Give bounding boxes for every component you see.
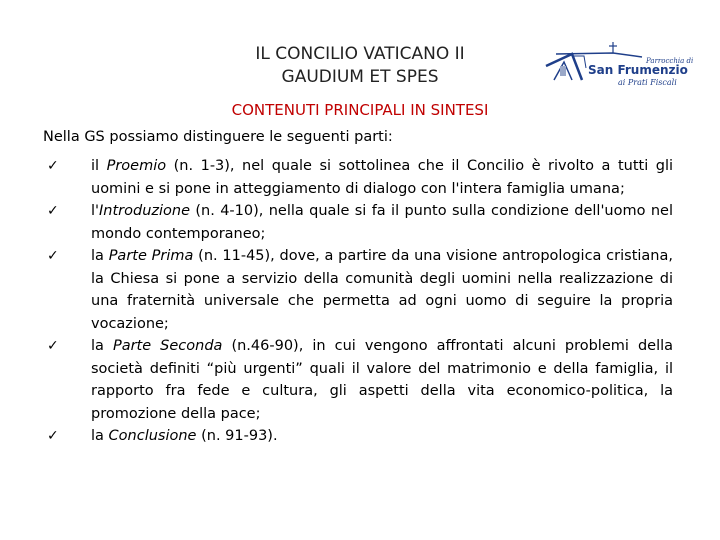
part-name: Proemio: [106, 158, 167, 174]
list-item: ✓ la Conclusione (n. 91-93).: [43, 425, 673, 448]
checkmark-icon: ✓: [47, 203, 59, 219]
part-name: Parte Seconda: [112, 338, 223, 354]
list-item: ✓ il Proemio (n. 1-3), nel quale si sottolinea che il Concilio è rivolto a tutti gli uomini e si pone in atteggiamento di dialogo con l'intera famiglia umana;: [43, 155, 673, 200]
checkmark-icon: ✓: [47, 428, 59, 444]
logo-place: ai Prati Fiscali: [618, 78, 677, 87]
list-item: ✓ la Parte Prima (n. 11-45), dove, a partire da una visione antropologica cristiana, la Chiesa si pone a servizio della comunità degli uomini nella realizzazione di una fraternità universale che permetta ad ogni uomo di seguire la propria vocazione;: [43, 245, 673, 335]
checkmark-icon: ✓: [47, 248, 59, 264]
intro-text: Nella GS possiamo distinguere le seguenti parti:: [43, 129, 393, 145]
logo-name: San Frumenzio: [588, 63, 688, 77]
list-item: ✓ la Parte Seconda (n.46-90), in cui vengono affrontati alcuni problemi della società definiti “più urgenti” quali il valore del matrimonio e della famiglia, il rapporto fra fede e cultura, gli aspetti della vita economico-politica, la promozione della pace;: [43, 335, 673, 425]
part-name: Conclusione: [108, 428, 197, 444]
logo-small-text: Parrocchia di: [646, 57, 694, 65]
part-name: Parte Prima: [108, 248, 194, 264]
page-title: [180, 43, 540, 89]
part-name: Introduzione: [99, 203, 191, 219]
parts-list: [43, 155, 673, 448]
title-line-1: IL CONCILIO VATICANO II: [255, 44, 465, 64]
checkmark-icon: ✓: [47, 338, 59, 354]
list-item: ✓ l'Introduzione (n. 4-10), nella quale si fa il punto sulla condizione dell'uomo nel mondo contemporaneo;: [43, 200, 673, 245]
section-subtitle: CONTENUTI PRINCIPALI IN SINTESI: [231, 101, 489, 119]
parish-logo: [542, 40, 694, 90]
title-line-2: GAUDIUM ET SPES: [281, 67, 439, 87]
checkmark-icon: ✓: [47, 158, 59, 174]
